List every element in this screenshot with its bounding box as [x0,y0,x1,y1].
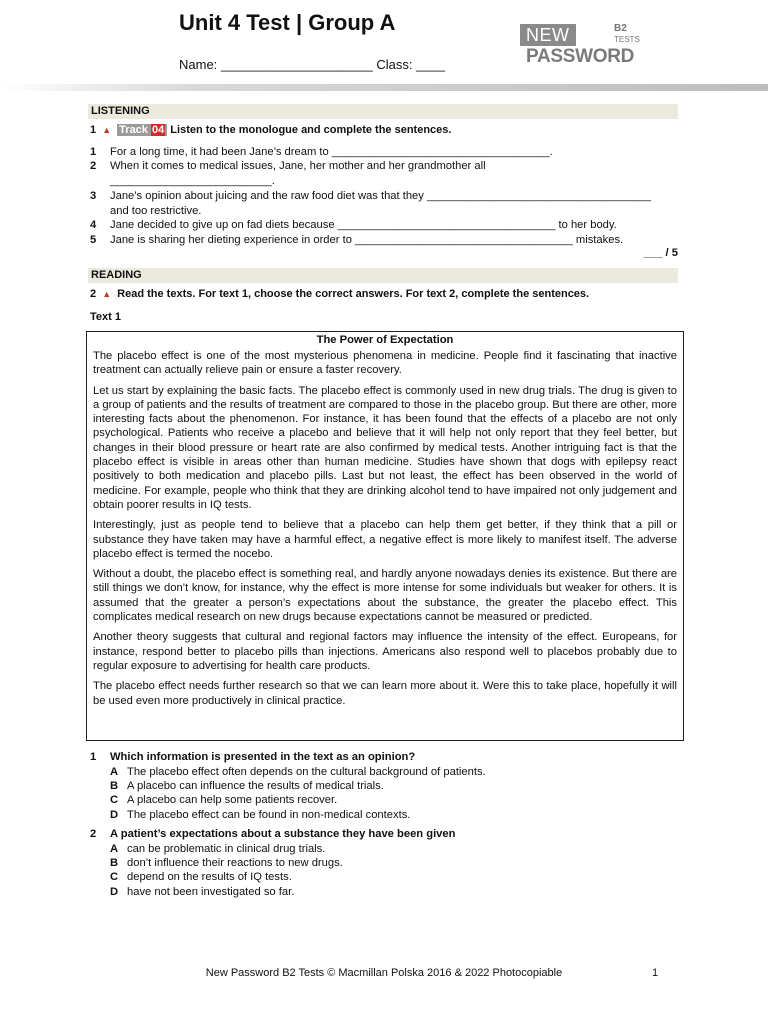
answer-option[interactable]: C A placebo can help some patients recover. [110,794,338,806]
article-paragraph: The placebo effect needs further research so that we can learn more about it. Were this to take place, hopefully it will be used even more productively in clinical practice. [93,680,677,707]
listening-task [90,124,451,136]
task-instruction: Listen to the monologue and complete the sentences. [170,124,452,136]
graduation-cap-icon: ▲ [102,125,112,135]
listening-heading: LISTENING [88,104,678,119]
reading-heading: READING [88,268,678,283]
graduation-cap-icon: ▲ [102,289,112,299]
article-paragraph: The placebo effect is one of the most mysterious phenomena in medicine. People find it fascinating that inactive treatment can actually relieve pain or ensure a faster recovery. [93,350,677,377]
answer-option[interactable]: A can be problematic in clinical drug trials. [110,843,326,855]
question-stem: A patient’s expectations about a substance they have been given [110,828,456,840]
page-title: Unit 4 Test | Group A [179,10,396,35]
listening-item: 2 When it comes to medical issues, Jane, her mother and her grandmother all __________________________. [90,160,486,187]
answer-option[interactable]: D have not been investigated so far. [110,886,295,898]
question: 2 A patient’s expectations about a substance they have been given A can be problematic in clinical drug trials. B don’t influence their reactions to new drugs. C depend on the results of IQ tests. D have not been investigated so far. [90,828,456,898]
task-instruction: Read the texts. For text 1, choose the correct answers. For text 2, complete the sentences. [117,288,590,300]
task-number: 2 [90,288,97,300]
page-number: 1 [652,967,659,979]
answer-option[interactable]: A The placebo effect often depends on the cultural background of patients. [110,766,486,778]
listening-score: ___ / 5 [643,247,678,259]
task-number: 1 [90,124,97,136]
answer-option[interactable]: B A placebo can influence the results of medical trials. [110,780,384,792]
article-paragraph: Interestingly, just as people tend to believe that a placebo can help them get better, if they think that a pill or substance they have taken may have a harmful effect, a negative effect is more likely to manifest itself. The adverse placebo effect is termed the nocebo. [93,519,677,560]
question: 1 Which information is presented in the text as an opinion? A The placebo effect often depends on the cultural background of patients. B A placebo can influence the results of medical trials. C A placebo can help some patients recover. D The placebo effect can be found in non-medical contexts. [90,751,486,821]
logo-new: NEW [520,24,576,46]
logo-password: PASSWORD [526,46,635,67]
reading-task [90,288,589,300]
track-label[interactable]: Track 04 [117,124,167,136]
reading-text-box [86,331,684,741]
article-paragraph: Without a doubt, the placebo effect is something real, and hardly anyone nowadays denies its existence. But there are still things we don’t know, for instance, why the effect is more intense for some individuals but weaker for others. It is assumed that the greater a person’s expectations about the substance, the greater the placebo effect. This complicates medical research on new drugs because expectations cannot be measured or predicted. [93,568,677,624]
new-password-logo [520,24,646,68]
answer-option[interactable]: C depend on the results of IQ tests. [110,871,292,883]
logo-tests: TESTS [614,35,640,44]
article-paragraph: Let us start by explaining the basic facts. The placebo effect is commonly used in new drug trials. The drug is given to a group of patients and the results of treatment are compared to those in the placebo group. But there are other, more interesting facts about the phenomenon. For instance, it has been found that the effects of a placebo are not only psychological. Patients who receive a placebo and believe that it will help not only report that they feel better, but changes in their blood pressure or heart rate are also confirmed by medical tests. Another intriguing fact is that the placebo effect is visible in areas other than human medicine. Studies have shown that dogs with epilepsy react positively to both medication and placebo pills. Last but not least, the effect has been observed in the world of medicine. For example, people who think that they are drinking alcohol tend to have impaired not only judgement and obtain poorer results in IQ tests. [93,384,677,511]
listening-item: 3 Jane’s opinion about juicing and the raw food diet was that they ____________________________________ and too restrictive. [90,190,651,217]
logo-level: B2 [614,23,627,34]
text-label: Text 1 [90,311,121,323]
article-title: The Power of Expectation [316,334,454,346]
name-class-line: Name: _____________________ Class: ____ [179,57,445,72]
question-stem: Which information is presented in the text as an opinion? [110,751,416,763]
answer-option[interactable]: B don’t influence their reactions to new drugs. [110,857,343,869]
footer-copyright: New Password B2 Tests © Macmillan Polska 2016 & 2022 Photocopiable [205,967,563,979]
answer-option[interactable]: D The placebo effect can be found in non-medical contexts. [110,809,411,821]
article-paragraph: Another theory suggests that cultural and regional factors may influence the intensity of the effect. Europeans, for instance, respond better to placebo pills than injections. Americans also respond well to placebos probably due to regular exposure to advertising for health care products. [93,631,677,672]
header-divider [0,84,768,91]
